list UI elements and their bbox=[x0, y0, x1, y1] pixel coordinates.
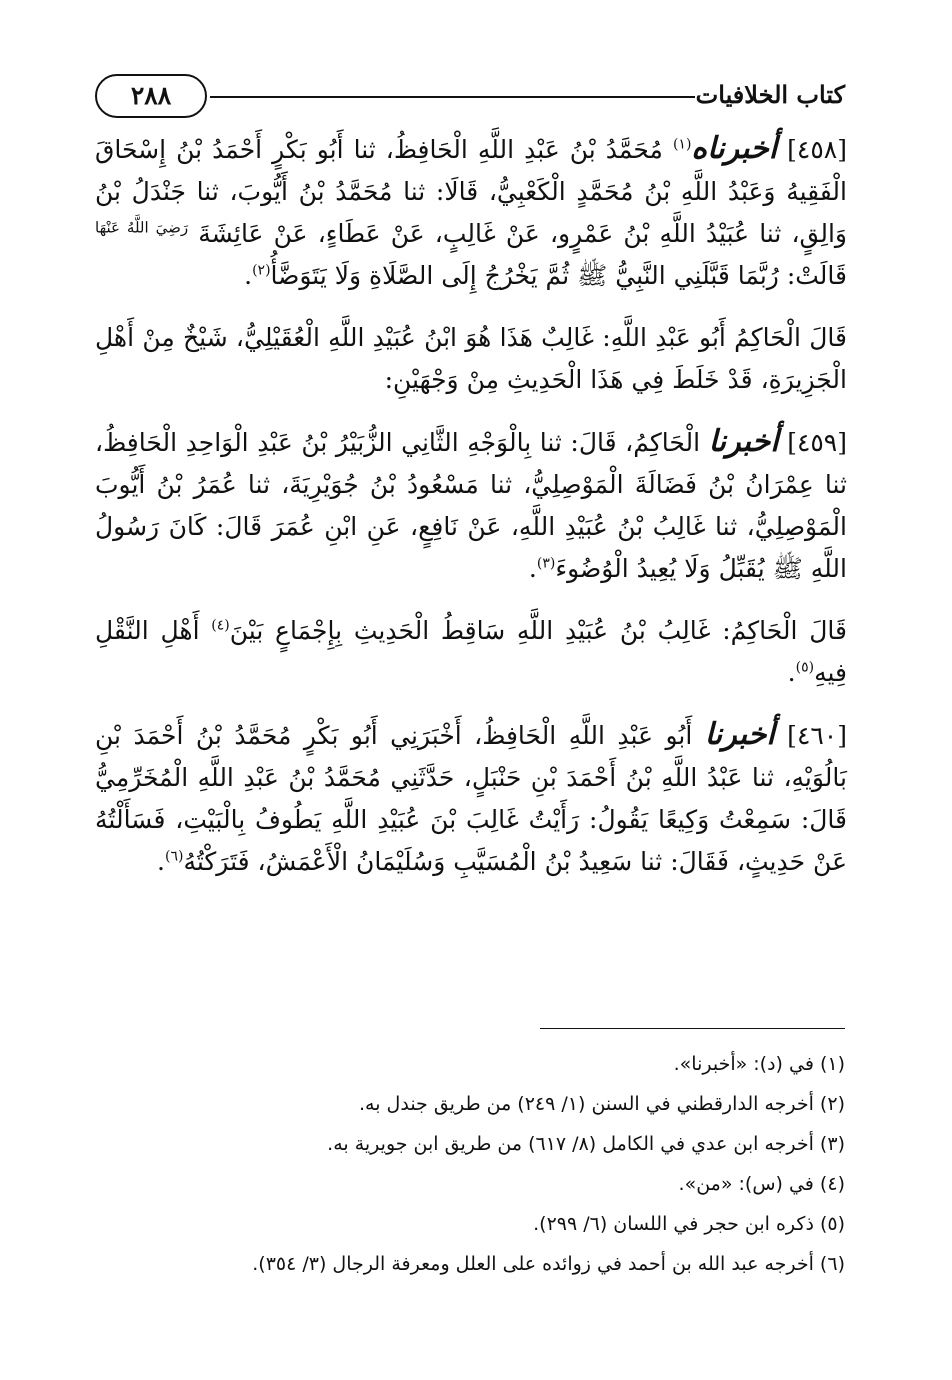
footnote-marker: (٣) bbox=[536, 555, 556, 572]
hadith-459 bbox=[95, 421, 847, 590]
book-title: كتاب الخلافيات bbox=[695, 80, 845, 109]
page-header bbox=[95, 74, 845, 122]
hadith-text: مُحَمَّدُ بْنُ عَبْدِ اللَّهِ الْحَافِظُ، ثنا أَبُو بَكْرٍ أَحْمَدُ بْنُ إِسْحَاقَ الْفَقِيهُ وَعَبْدُ اللَّهِ بْنُ مُحَمَّدٍ الْكَعْبِيُّ، قَالَا: ثنا مُحَمَّدُ بْنُ أَيُّوبَ، ثنا جَنْدَلُ بْنُ وَالِقٍ، ثنا عُبَيْدُ اللَّهِ بْنُ عَمْرٍو، عَنْ غَالِبٍ، عَنْ عَطَاءٍ، عَنْ عَائِشَةَ bbox=[95, 135, 848, 248]
footnote-4: (٤) في (س): «من». bbox=[678, 1173, 845, 1195]
keyword-akhbarana: أخبرنا bbox=[708, 424, 779, 459]
comment-text-continued: أَهْلِ النَّقْلِ فِيهِ bbox=[95, 616, 847, 687]
sentence-end: . bbox=[244, 261, 253, 290]
honorific: رَضِيَ اللَّهُ عَنْهَا bbox=[95, 218, 189, 237]
footnote-2: (٢) أخرجه الدارقطني في السنن (١/ ٢٤٩) من طريق جندل به. bbox=[358, 1093, 845, 1115]
sentence-end: . bbox=[528, 554, 537, 583]
footnote-5: (٥) ذكره ابن حجر في اللسان (٦/ ٢٩٩). bbox=[533, 1213, 845, 1235]
hadith-text: الْحَاكِمُ، قَالَ: ثنا بِالْوَجْهِ الثَّانِي الزُّبَيْرُ بْنُ عَبْدِ الْوَاحِدِ الْحَافِظُ، ثنا عِمْرَانُ بْنُ فَضَالَةَ الْمَوْصِلِيُّ، ثنا مَسْعُودُ بْنُ جُوَيْرِيَةَ، ثنا عُمَرُ بْنُ أَيُّوبَ الْمَوْصِلِيُّ، ثنا غَالِبُ بْنُ عُبَيْدِ اللَّهِ، عَنْ نَافِعٍ، عَنِ ابْنِ عُمَرَ قَالَ: كَانَ رَسُولُ اللَّهِ ﷺ يُقَبِّلُ وَلَا يُعِيدُ الْوُضُوءَ bbox=[95, 428, 847, 583]
sentence-end: . bbox=[157, 847, 165, 876]
footnote-1: (١) في (د): «أخبرنا». bbox=[673, 1053, 845, 1075]
footnote-marker: (٢) bbox=[252, 262, 271, 279]
hadith-number: [٤٦٠] bbox=[774, 721, 847, 750]
hadith-text: أَبُو عَبْدِ اللَّهِ الْحَافِظُ، أَخْبَرَنِي أَبُو بَكْرٍ مُحَمَّدُ بْنُ أَحْمَدَ بْنِ بَالُوَيْهِ، ثنا عَبْدُ اللَّهِ بْنُ أَحْمَدَ بْنِ حَنْبَلٍ، حَدَّثَنِي مُحَمَّدُ بْنُ عَبْدِ اللَّهِ الْمُخَرِّمِيُّ قَالَ: سَمِعْتُ وَكِيعًا يَقُولُ: رَأَيْتُ غَالِبَ بْنَ عُبَيْدِ اللَّهِ يَطُوفُ بِالْبَيْتِ، فَسَأَلْتُهُ عَنْ حَدِيثٍ، فَقَالَ: ثنا سَعِيدُ بْنُ الْمُسَيَّبِ وَسُلَيْمَانُ الْأَعْمَشُ، فَتَرَكْتُهُ bbox=[95, 721, 847, 876]
footnote-marker: (٥) bbox=[795, 659, 815, 676]
footnote-marker: (٤) bbox=[211, 617, 230, 634]
hadith-458 bbox=[95, 128, 847, 297]
hadith-number: [٤٥٨] bbox=[777, 135, 847, 164]
sentence-end: . bbox=[787, 658, 796, 687]
keyword-akhbarana: أخبرنا bbox=[704, 717, 775, 752]
footnote-marker: (١) bbox=[672, 136, 692, 153]
hakim-comment-2 bbox=[95, 610, 847, 694]
hadith-text-continued: قَالَتْ: رُبَّمَا قَبَّلَنِي النَّبِيُّ ﷺ ثُمَّ يَخْرُجُ إِلَى الصَّلَاةِ وَلَا يَتَوَضَّأُ bbox=[270, 261, 847, 290]
hadith-460 bbox=[95, 714, 847, 883]
hadith-number: [٤٥٩] bbox=[778, 428, 848, 457]
header-rule bbox=[210, 96, 695, 98]
footnote-6: (٦) أخرجه عبد الله بن أحمد في زوائده على العلل ومعرفة الرجال (٣/ ٣٥٤). bbox=[252, 1253, 845, 1275]
footnote-separator bbox=[540, 1028, 845, 1029]
keyword-akhbarana: أخبرناه bbox=[691, 131, 778, 166]
footnotes bbox=[95, 1046, 845, 1286]
page-number: ٢٨٨ bbox=[95, 74, 207, 118]
footnote-marker: (٦) bbox=[164, 848, 184, 865]
hakim-comment-1 bbox=[95, 317, 847, 401]
comment-text: قَالَ الْحَاكِمُ: غَالِبُ بْنُ عُبَيْدِ اللَّهِ سَاقِطُ الْحَدِيثِ بِإِجْمَاعٍ بَيْنَ bbox=[229, 616, 847, 645]
main-text bbox=[95, 128, 847, 903]
footnote-3: (٣) أخرجه ابن عدي في الكامل (٨/ ٦١٧) من طريق ابن جويرية به. bbox=[327, 1133, 845, 1155]
comment-text: قَالَ الْحَاكِمُ أَبُو عَبْدِ اللَّهِ: غَالِبٌ هَذَا هُوَ ابْنُ عُبَيْدِ اللَّهِ الْعُقَيْلِيُّ، شَيْخٌ مِنْ أَهْلِ الْجَزِيرَةِ، قَدْ خَلَطَ فِي هَذَا الْحَدِيثِ مِنْ وَجْهَيْنِ: bbox=[95, 323, 847, 394]
